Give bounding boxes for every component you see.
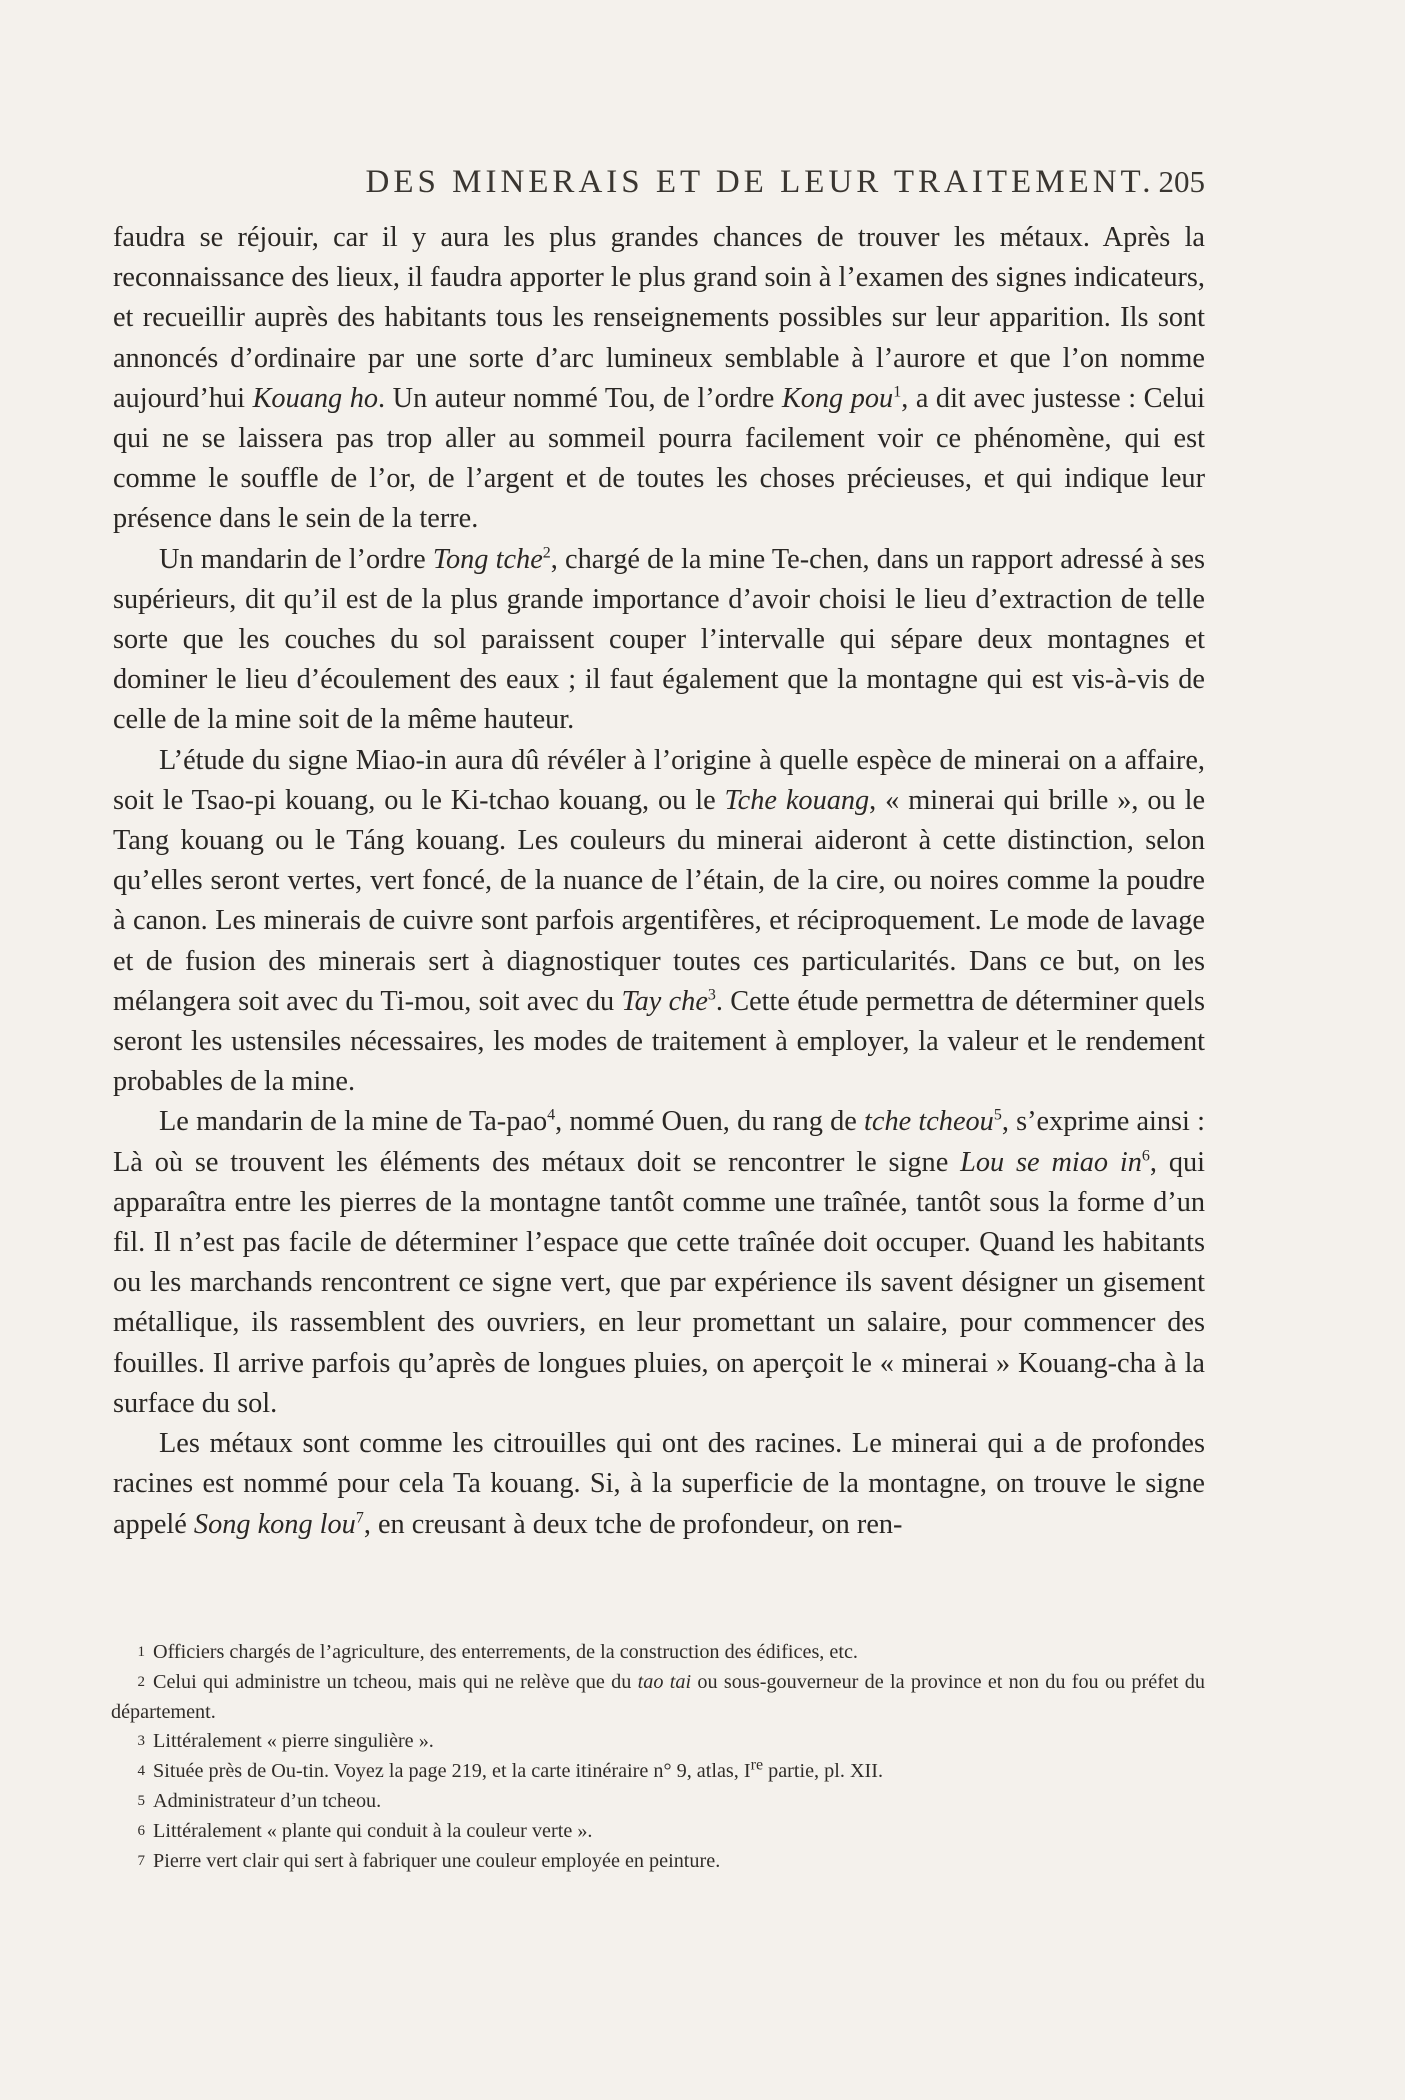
text-run: Pierre vert clair qui sert à fabriquer une couleur employée en peinture. [153, 1849, 721, 1872]
footnote-ref: 6 [1141, 1147, 1150, 1165]
footnote [111, 1668, 1205, 1728]
text-run: Celui qui administre un tcheou, mais qui ne relève que du [153, 1670, 638, 1693]
text-run: L’étude du signe Miao-in aura dû révéler à l’origine à quelle espèce de minerai on a affaire, soit le Tsao-pi kouang, ou le Ki-tchao kouang, ou le [113, 744, 1205, 816]
footnote-ref: re [750, 1756, 764, 1774]
footnote [111, 1787, 1205, 1817]
text-run: faudra se réjouir, car il y aura les plus grandes chances de trouver les métaux. Après la reconnaissance des lieux, il faudra apporter le plus grand soin à l’examen des signes indicateurs, et recueillir auprès des habitants tous les renseignements possibles sur leur apparition. Ils sont annoncés d’ordinaire par une sorte d’arc lumineux semblable à l’aurore et que l’on nomme aujourd’hui [113, 222, 1205, 414]
footnote [111, 1638, 1205, 1668]
footnote [111, 1817, 1205, 1847]
text-run: , s’exprime ainsi : Là où se trouvent les éléments des métaux doit se rencontrer le signe [113, 1106, 1206, 1178]
italic-term: tao tai [637, 1670, 692, 1693]
italic-term: Lou se miao in [960, 1146, 1142, 1178]
footnote-ref: 5 [993, 1107, 1002, 1125]
footnote-number: 1 [137, 1644, 145, 1660]
text-run: Officiers chargés de l’agriculture, des enterrements, de la construction des édifices, etc. [153, 1641, 858, 1663]
italic-term: tche tcheou [864, 1106, 994, 1138]
text-run: Les métaux sont comme les citrouilles qui ont des racines. Le minerai qui a de profondes racines est nommé pour cela Ta kouang. Si, à la superficie de la montagne, on trouve le signe appelé [113, 1428, 1205, 1540]
italic-term: Tay che [621, 985, 708, 1017]
text-run: Littéralement « pierre singulière ». [153, 1730, 434, 1753]
footnote [111, 1757, 1205, 1787]
paragraph [113, 1424, 1205, 1545]
footnote-ref: 3 [707, 986, 716, 1004]
paragraph [113, 741, 1205, 1103]
footnote-number: 3 [137, 1733, 145, 1750]
italic-term: Tche kouang [724, 784, 870, 816]
footnote-number: 5 [137, 1792, 145, 1809]
text-run: Située près de Ou-tin. Voyez la page 219, et la carte itinéraire n° 9, atlas, I [153, 1760, 751, 1783]
footnotes [111, 1638, 1205, 1876]
text-run: ou sous-gouverneur de la province et non du fou ou préfet du département. [111, 1670, 1205, 1723]
italic-term: Tong tche [432, 543, 543, 575]
paragraph [113, 540, 1205, 741]
footnote-ref: 4 [547, 1107, 556, 1125]
text-run: , nommé Ouen, du rang de [555, 1106, 865, 1138]
text-run: Un mandarin de l’ordre [159, 543, 433, 575]
body-text [113, 218, 1205, 1545]
text-run: , « minerai qui brille », ou le Tang kouang ou le Táng kouang. Les couleurs du minerai aideront à cette distinction, selon qu’elles seront vertes, vert foncé, de la nuance de l’étain, de la cire, ou noires comme la poudre à canon. Les minerais de cuivre sont parfois argentifères, et réciproquement. Le mode de lavage et de fusion des minerais sert à diagnostiquer toutes ces particularités. Dans ce but, on les mélangera soit avec du Ti-mou, soit avec du [113, 784, 1205, 1017]
text-run: Administrateur d’un tcheou. [153, 1789, 382, 1812]
paragraph [113, 218, 1205, 540]
footnote-ref: 2 [542, 544, 551, 562]
footnote-ref: 7 [355, 1509, 364, 1527]
text-run: partie, pl. XII. [763, 1760, 884, 1783]
italic-term: Kong pou [781, 382, 894, 414]
footnote-ref: 1 [893, 383, 902, 401]
footnote-number: 6 [137, 1822, 145, 1839]
running-title: DES MINERAIS ET DE LEUR TRAITEMENT. [365, 164, 1155, 200]
footnote-number: 2 [137, 1673, 145, 1690]
italic-term: Kouang ho [252, 382, 379, 414]
text-run: , chargé de la mine Te-chen, dans un rapport adressé à ses supérieurs, dit qu’il est de la plus grande importance d’avoir choisi le lieu d’extraction de telle sorte que les couches du sol paraissent couper l’intervalle qui sépare deux montagnes et dominer le lieu d’écoulement des eaux ; il faut également que la montagne qui est vis-à-vis de celle de la mine soit de la même hauteur. [113, 543, 1206, 736]
italic-term: Song kong lou [193, 1508, 356, 1540]
text-run: Le mandarin de la mine de Ta-pao [159, 1106, 548, 1138]
text-run: . Un auteur nommé Tou, de l’ordre [378, 382, 782, 414]
footnote [111, 1847, 1205, 1877]
footnote-number: 7 [137, 1852, 145, 1869]
text-run: , a dit avec justesse : Celui qui ne se laissera pas trop aller au sommeil pourra facilement voir ce phénomène, qui est comme le souffle de l’or, de l’argent et de toutes les choses précieuses, et qui indique leur présence dans le sein de la terre. [113, 382, 1205, 535]
page-number: 205 [1158, 164, 1205, 199]
footnote [111, 1727, 1205, 1757]
text-run: , qui apparaîtra entre les pierres de la montagne tantôt comme une traînée, tantôt sous la forme d’un fil. Il n’est pas facile de déterminer l’espace que cette traînée doit occuper. Quand les habitants ou les marchands rencontrent ce signe vert, que par expérience ils savent désigner un gisement métallique, ils rassemblent des ouvriers, en leur promettant un salaire, pour commencer des fouilles. Il arrive parfois qu’après de longues pluies, on aperçoit le « minerai » Kouang-cha à la surface du sol. [113, 1146, 1205, 1419]
paragraph [113, 1102, 1205, 1424]
text-run: . Cette étude permettra de déterminer quels seront les ustensiles nécessaires, les modes de traitement à employer, la valeur et le rendement probables de la mine. [113, 985, 1205, 1098]
text-run: , en creusant à deux tche de profondeur, on ren- [363, 1508, 903, 1540]
footnote-number: 4 [137, 1763, 145, 1780]
text-run: Littéralement « plante qui conduit à la couleur verte ». [153, 1819, 593, 1842]
